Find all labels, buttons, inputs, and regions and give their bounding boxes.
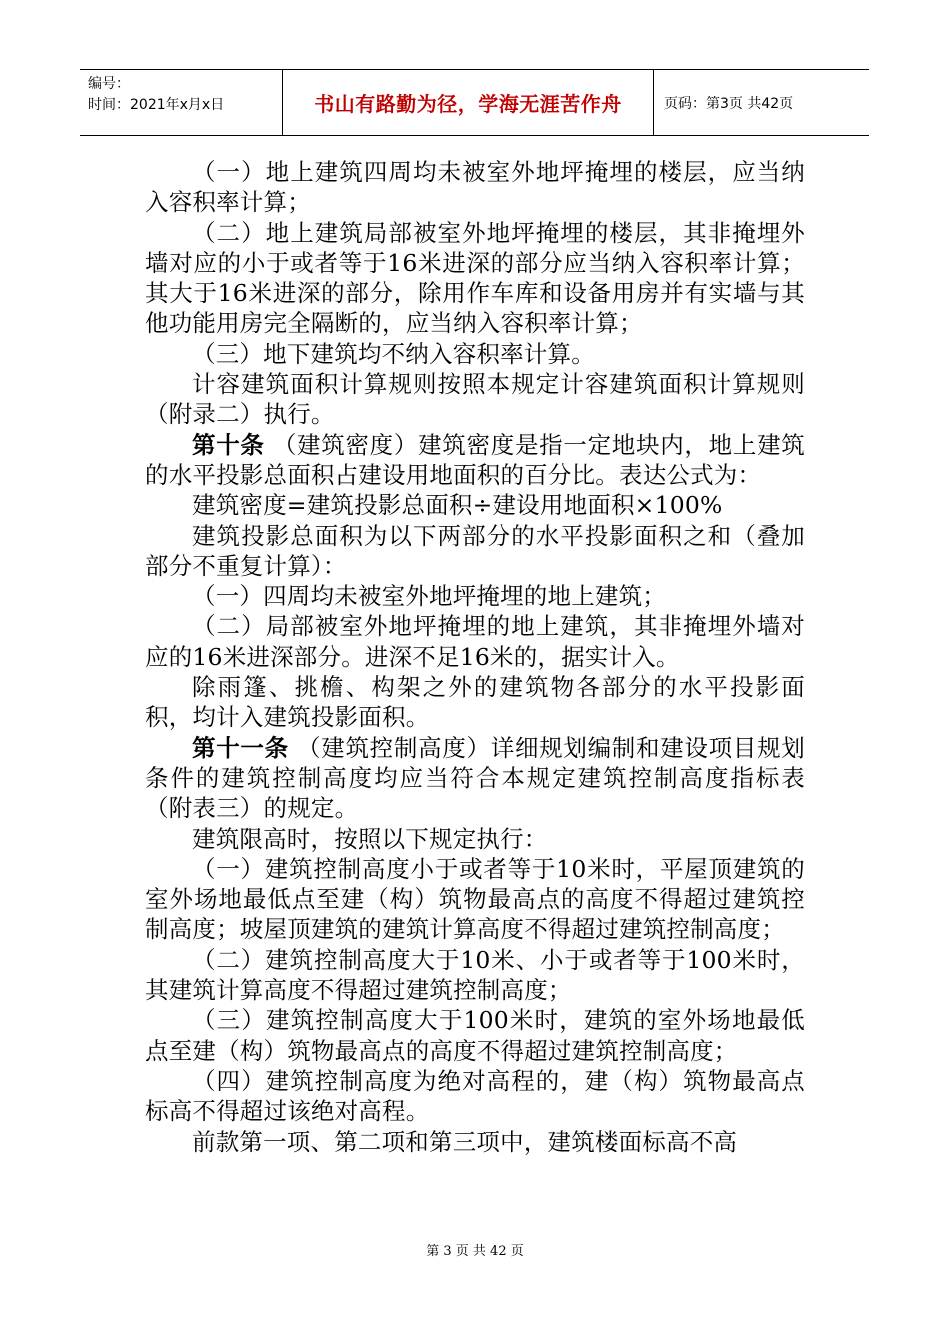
paragraph-text: 前款第一项、第二项和第三项中，建筑楼面标高不高 bbox=[192, 1127, 738, 1156]
paragraph-text: （二）建筑控制高度大于10米、小于或者等于100米时，其建筑计算高度不得超过建筑控制高度； bbox=[145, 945, 805, 1005]
paragraph bbox=[145, 1005, 805, 1066]
paragraph bbox=[145, 430, 805, 491]
paragraph-text: （二）局部被室外地坪掩埋的地上建筑，其非掩埋外墙对应的16米进深部分。进深不足16米的，据实计入。 bbox=[145, 612, 805, 671]
document-body bbox=[145, 157, 805, 1157]
document-time-label: 时间：2021年x月x日 bbox=[88, 97, 225, 113]
paragraph-text: （三）地下建筑均不纳入容积率计算。 bbox=[192, 339, 595, 368]
paragraph bbox=[145, 854, 805, 945]
paragraph bbox=[145, 369, 805, 430]
paragraph bbox=[145, 339, 805, 369]
paragraph-text: （建筑密度）建筑密度是指一定地块内，地上建筑的水平投影总面积占建设用地面积的百分比。表达公式为： bbox=[145, 430, 805, 489]
paragraph bbox=[145, 1066, 805, 1127]
paragraph bbox=[145, 1127, 805, 1157]
paragraph bbox=[145, 733, 805, 824]
paragraph-text: 建筑密度=建筑投影总面积÷建设用地面积×100% bbox=[192, 491, 723, 520]
paragraph-text: （建筑控制高度）详细规划编制和建设项目规划条件的建筑控制高度均应当符合本规定建筑控制高度指标表（附表三）的规定。 bbox=[145, 733, 805, 823]
article-heading: 第十条 bbox=[192, 430, 265, 459]
paragraph bbox=[145, 490, 805, 520]
paragraph bbox=[145, 824, 805, 854]
paragraph bbox=[145, 611, 805, 672]
paragraph-text: （二）地上建筑局部被室外地坪掩埋的楼层，其非掩埋外墙对应的小于或者等于16米进深的部分应当纳入容积率计算；其大于16米进深的部分，除用作车库和设备用房并有实墙与其他功能用房完全隔断的，应当纳入容积率计算； bbox=[145, 218, 805, 338]
paragraph-text: （三）建筑控制高度大于100米时，建筑的室外场地最低点至建（构）筑物最高点的高度不得超过建筑控制高度； bbox=[145, 1006, 805, 1065]
header-table bbox=[80, 69, 869, 136]
paragraph-text: （四）建筑控制高度为绝对高程的，建（构）筑物最高点标高不得超过该绝对高程。 bbox=[145, 1066, 805, 1126]
paragraph bbox=[145, 521, 805, 582]
paragraph-text: （一）建筑控制高度小于或者等于10米时，平屋顶建筑的室外场地最低点至建（构）筑物最高点的高度不得超过建筑控制高度；坡屋顶建筑的建筑计算高度不得超过建筑控制高度； bbox=[145, 854, 805, 944]
paragraph-text: （一）四周均未被室外地坪掩埋的地上建筑； bbox=[192, 582, 666, 611]
paragraph-text: 建筑限高时，按照以下规定执行： bbox=[192, 824, 548, 853]
header-left-cell bbox=[80, 70, 283, 135]
paragraph bbox=[145, 672, 805, 733]
paragraph bbox=[145, 157, 805, 218]
paragraph bbox=[145, 218, 805, 339]
paragraph-text: 建筑投影总面积为以下两部分的水平投影面积之和（叠加部分不重复计算）： bbox=[145, 521, 805, 580]
document-number-label: 编号： bbox=[88, 76, 130, 92]
article-heading: 第十一条 bbox=[192, 733, 289, 762]
paragraph bbox=[145, 581, 805, 611]
header-page-info: 页码：第3页 共42页 bbox=[664, 95, 794, 112]
paragraph-text: （一）地上建筑四周均未被室外地坪掩埋的楼层，应当纳入容积率计算； bbox=[145, 158, 805, 217]
paragraph-text: 计容建筑面积计算规则按照本规定计容建筑面积计算规则（附录二）执行。 bbox=[145, 370, 805, 429]
paragraph bbox=[145, 945, 805, 1006]
page-footer: 第 3 页 共 42 页 bbox=[426, 1244, 524, 1259]
paragraph-text: 除雨篷、挑檐、构架之外的建筑物各部分的水平投影面积，均计入建筑投影面积。 bbox=[145, 673, 805, 732]
header-motto: 书山有路勤为径，学海无涯苦作舟 bbox=[283, 70, 654, 135]
